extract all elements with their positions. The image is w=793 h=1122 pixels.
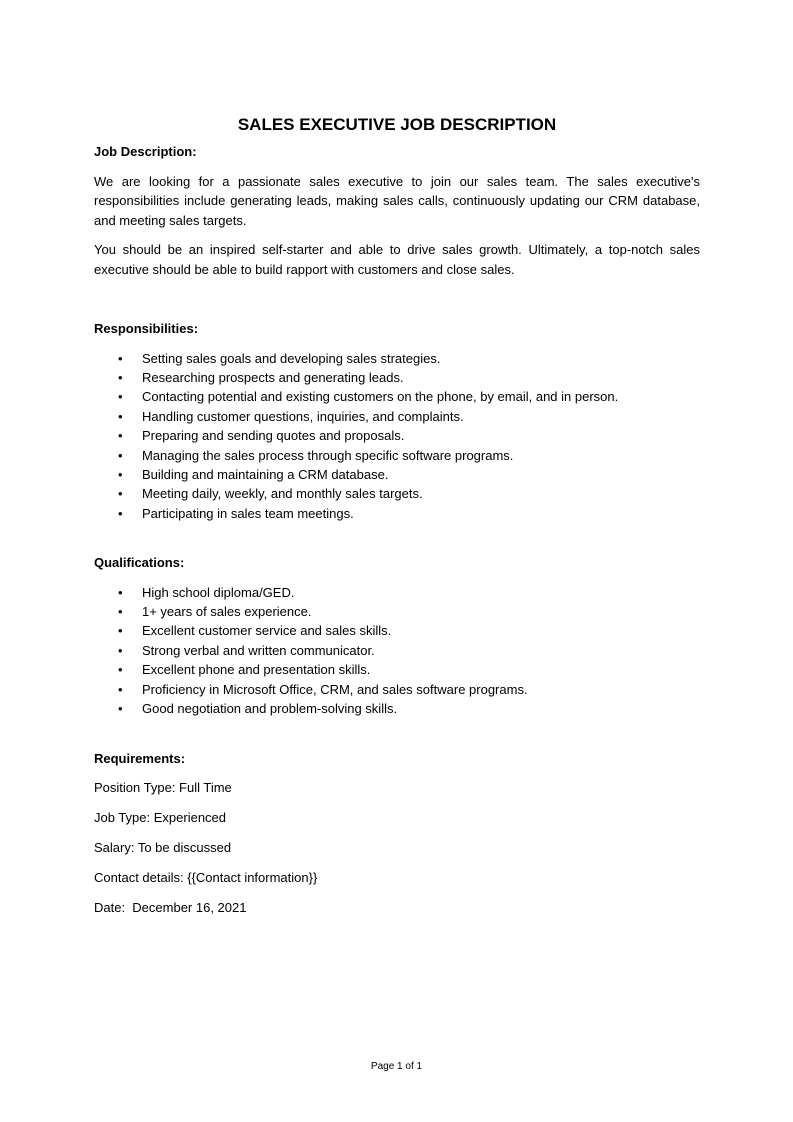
date-line: Date: December 16, 2021 [94, 900, 247, 915]
job-description-section [94, 142, 700, 279]
list-item [94, 407, 700, 426]
list-item-text: Strong verbal and written communicator. [142, 642, 375, 658]
list-item-text: Setting sales goals and developing sales strategies. [142, 350, 441, 366]
bullet-icon: • [118, 623, 123, 639]
list-item [94, 602, 700, 621]
list-item-text: 1+ years of sales experience. [142, 604, 312, 620]
section-spacer [94, 289, 700, 319]
bullet-icon: • [118, 369, 123, 385]
page-footer: Page 1 of 1 [370, 1061, 423, 1072]
list-item [94, 660, 700, 679]
bullet-icon: • [118, 701, 123, 717]
list-item [94, 680, 700, 699]
document-body [94, 113, 700, 928]
bullet-icon: • [118, 408, 123, 424]
list-item-text: Researching prospects and generating leads. [142, 369, 404, 385]
list-item [94, 621, 700, 640]
section-spacer [94, 719, 700, 749]
list-item [94, 368, 700, 387]
bullet-icon: • [118, 642, 123, 658]
responsibilities-heading: Responsibilities: [94, 321, 199, 336]
section-spacer [94, 523, 700, 553]
bullet-icon: • [118, 466, 123, 482]
bullet-icon: • [118, 681, 123, 697]
list-item-text: Managing the sales process through specific software programs. [142, 447, 514, 463]
job-description-paragraph: You should be an inspired self-starter and able to drive sales growth. Ultimately, a top-notch sales executive should be able to build rapport with customers and close sales. [94, 242, 700, 277]
list-item [94, 583, 700, 602]
bullet-icon: • [118, 604, 123, 620]
bullet-icon: • [118, 486, 123, 502]
list-item-text: Proficiency in Microsoft Office, CRM, and sales software programs. [142, 681, 528, 697]
list-item-text: Handling customer questions, inquiries, and complaints. [142, 408, 464, 424]
list-item [94, 484, 700, 503]
requirements-section [94, 749, 700, 918]
list-item [94, 349, 700, 368]
responsibilities-section [94, 319, 700, 523]
list-item-text: Excellent phone and presentation skills. [142, 662, 371, 678]
qualifications-section [94, 553, 700, 718]
list-item-text: High school diploma/GED. [142, 584, 295, 600]
list-item [94, 426, 700, 445]
salary-line: Salary: To be discussed [94, 840, 232, 855]
list-item [94, 465, 700, 484]
list-item-text: Building and maintaining a CRM database. [142, 466, 389, 482]
job-type-line: Job Type: Experienced [94, 810, 227, 825]
qualifications-heading: Qualifications: [94, 555, 185, 571]
list-item-text: Good negotiation and problem-solving skills. [142, 701, 398, 717]
responsibilities-list [94, 349, 700, 524]
list-item-text: Meeting daily, weekly, and monthly sales targets. [142, 486, 423, 502]
position-type-line: Position Type: Full Time [94, 780, 232, 795]
bullet-icon: • [118, 505, 123, 521]
list-item [94, 699, 700, 718]
bullet-icon: • [118, 350, 123, 366]
bullet-icon: • [118, 447, 123, 463]
list-item-text: Excellent customer service and sales skills. [142, 623, 392, 639]
qualifications-list [94, 583, 700, 719]
list-item [94, 446, 700, 465]
requirements-heading: Requirements: [94, 750, 186, 766]
contact-details-line: Contact details: {{Contact information}} [94, 870, 318, 885]
job-description-heading: Job Description: [94, 144, 197, 159]
document-title: SALES EXECUTIVE JOB DESCRIPTION [237, 115, 557, 134]
bullet-icon: • [118, 389, 123, 405]
list-item-text: Contacting potential and existing customers on the phone, by email, and in person. [142, 389, 619, 405]
list-item-text: Preparing and sending quotes and proposals. [142, 428, 405, 444]
bullet-icon: • [118, 584, 123, 600]
list-item [94, 504, 700, 523]
list-item-text: Participating in sales team meetings. [142, 505, 354, 521]
list-item [94, 387, 700, 406]
bullet-icon: • [118, 428, 123, 444]
list-item [94, 641, 700, 660]
bullet-icon: • [118, 662, 123, 678]
job-description-paragraph: We are looking for a passionate sales executive to join our sales team. The sales executive's responsibilities include generating leads, making sales calls, continuously updating our CRM database, and meeting sales targets. [94, 173, 700, 228]
